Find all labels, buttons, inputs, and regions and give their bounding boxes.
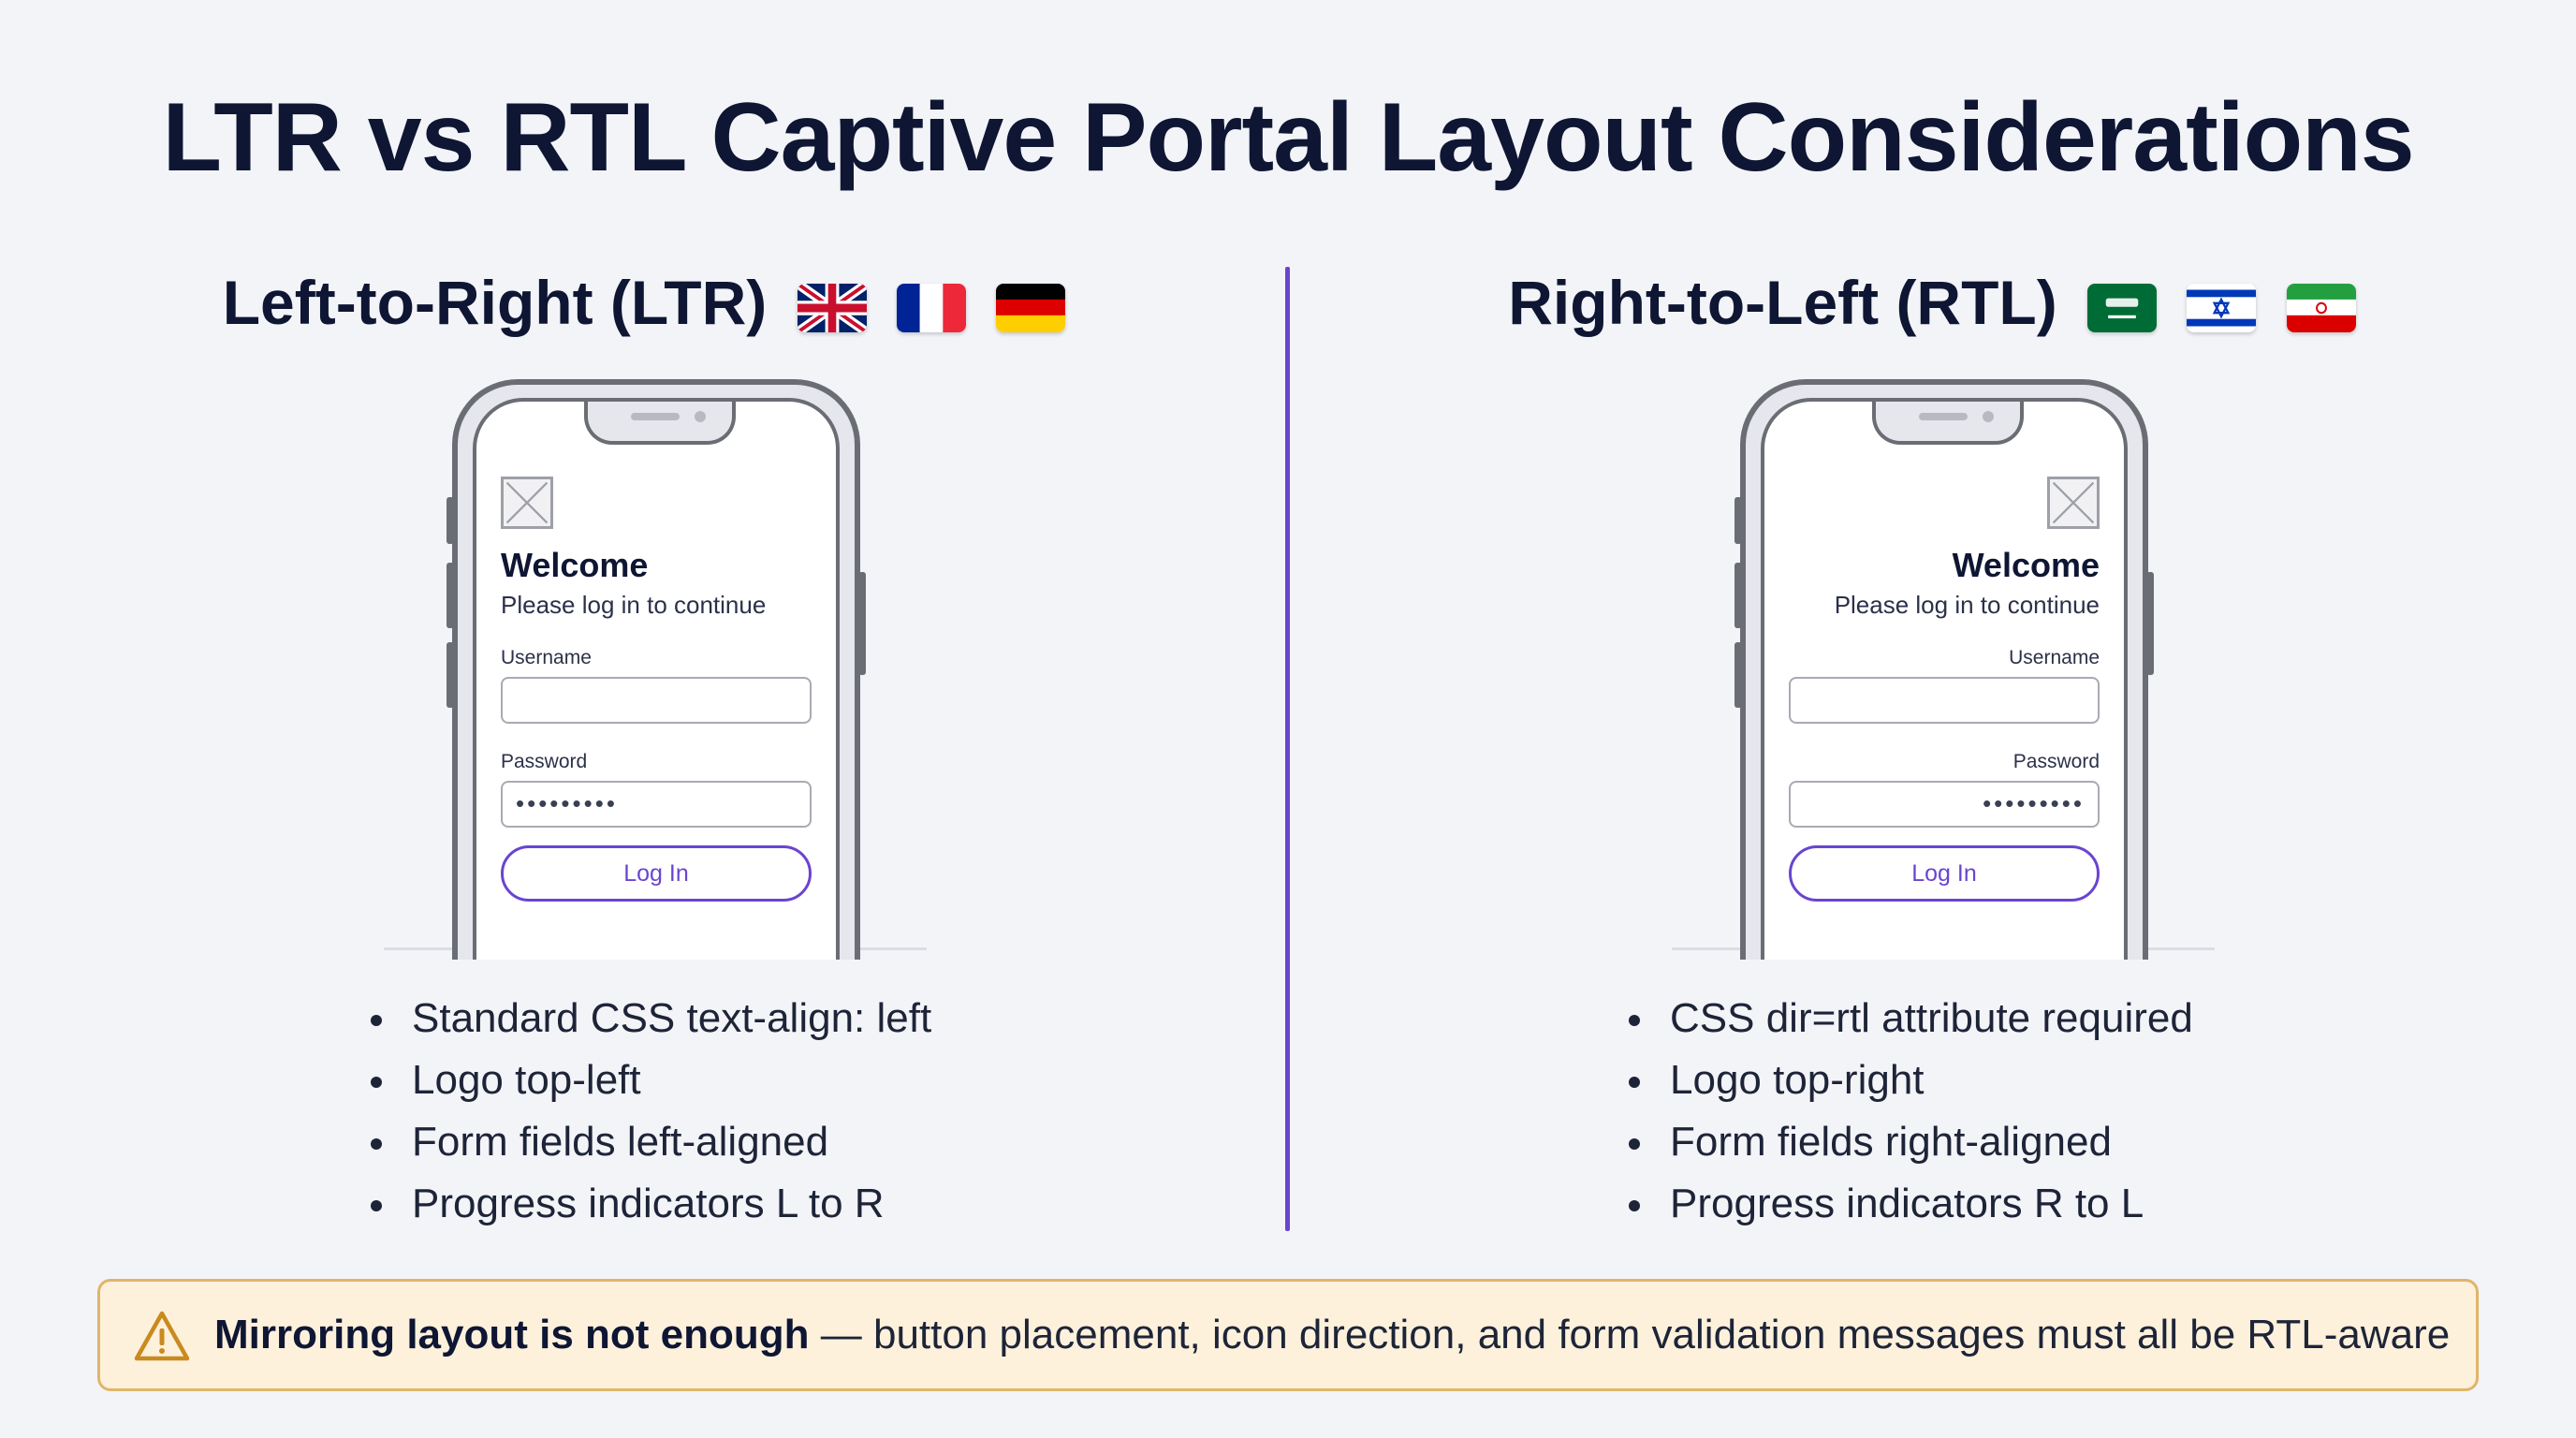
- list-item: Form fields left-aligned: [371, 1111, 931, 1173]
- list-item: Logo top-left: [371, 1049, 931, 1111]
- warning-icon: [134, 1310, 190, 1362]
- warning-text: [214, 1282, 2450, 1388]
- login-button[interactable]: Log In: [501, 845, 812, 902]
- saudi-arabia-flag-icon: [2087, 284, 2157, 332]
- list-item: CSS dir=rtl attribute required: [1629, 988, 2193, 1049]
- page-title: LTR vs RTL Captive Portal Layout Considerations: [162, 83, 2414, 192]
- password-label: Password: [501, 751, 588, 772]
- camera: [1983, 411, 1994, 422]
- ltr-heading-text: Left-to-Right (LTR): [222, 268, 768, 337]
- username-field[interactable]: [501, 677, 812, 724]
- welcome-heading: Welcome: [501, 546, 649, 584]
- password-field[interactable]: •••••••••: [501, 781, 812, 828]
- rtl-heading: [1288, 267, 2576, 338]
- phone-side-button: [446, 497, 454, 544]
- username-label: Username: [2009, 647, 2100, 668]
- list-item: Progress indicators R to L: [1629, 1173, 2193, 1235]
- phone-side-button: [1734, 563, 1742, 628]
- warning-banner: [97, 1279, 2479, 1391]
- israel-flag-icon: [2187, 284, 2256, 332]
- warning-bold-text: Mirroring layout is not enough: [214, 1312, 810, 1357]
- ltr-bullet-list: [371, 988, 931, 1235]
- welcome-subtitle: Please log in to continue: [501, 591, 767, 619]
- france-flag-icon: [897, 284, 966, 332]
- phone-screen: [1761, 398, 2128, 960]
- phone-side-button: [1734, 642, 1742, 708]
- uk-flag-icon: [798, 284, 867, 332]
- logo-placeholder-icon: [501, 477, 553, 529]
- logo-placeholder-icon: [2047, 477, 2100, 529]
- username-label: Username: [501, 647, 592, 668]
- phone-notch: [584, 398, 736, 445]
- ltr-heading: [0, 267, 1288, 338]
- welcome-subtitle: Please log in to continue: [1834, 591, 2100, 619]
- phone-notch: [1872, 398, 2024, 445]
- warning-detail-text: — button placement, icon direction, and form validation messages must all be RTL-aware: [809, 1312, 2451, 1357]
- rtl-heading-text: Right-to-Left (RTL): [1508, 268, 2057, 337]
- phone-side-button: [2146, 572, 2154, 675]
- camera: [695, 411, 706, 422]
- password-label: Password: [2012, 751, 2100, 772]
- welcome-heading: Welcome: [1952, 546, 2100, 584]
- germany-flag-icon: [996, 284, 1065, 332]
- list-item: Progress indicators L to R: [371, 1173, 931, 1235]
- rtl-column: [1288, 0, 2576, 1438]
- list-item: Form fields right-aligned: [1629, 1111, 2193, 1173]
- phone-side-button: [858, 572, 866, 675]
- speaker: [1919, 413, 1968, 420]
- iran-flag-icon: [2287, 284, 2356, 332]
- login-button[interactable]: Log In: [1789, 845, 2100, 902]
- username-field[interactable]: [1789, 677, 2100, 724]
- phone-side-button: [1734, 497, 1742, 544]
- phone-mockup-ltr: [452, 379, 860, 960]
- password-field[interactable]: •••••••••: [1789, 781, 2100, 828]
- phone-screen: [473, 398, 840, 960]
- rtl-bullet-list: [1629, 988, 2193, 1235]
- list-item: Standard CSS text-align: left: [371, 988, 931, 1049]
- phone-side-button: [446, 642, 454, 708]
- list-item: Logo top-right: [1629, 1049, 2193, 1111]
- phone-side-button: [446, 563, 454, 628]
- speaker: [631, 413, 680, 420]
- phone-mockup-rtl: [1740, 379, 2148, 960]
